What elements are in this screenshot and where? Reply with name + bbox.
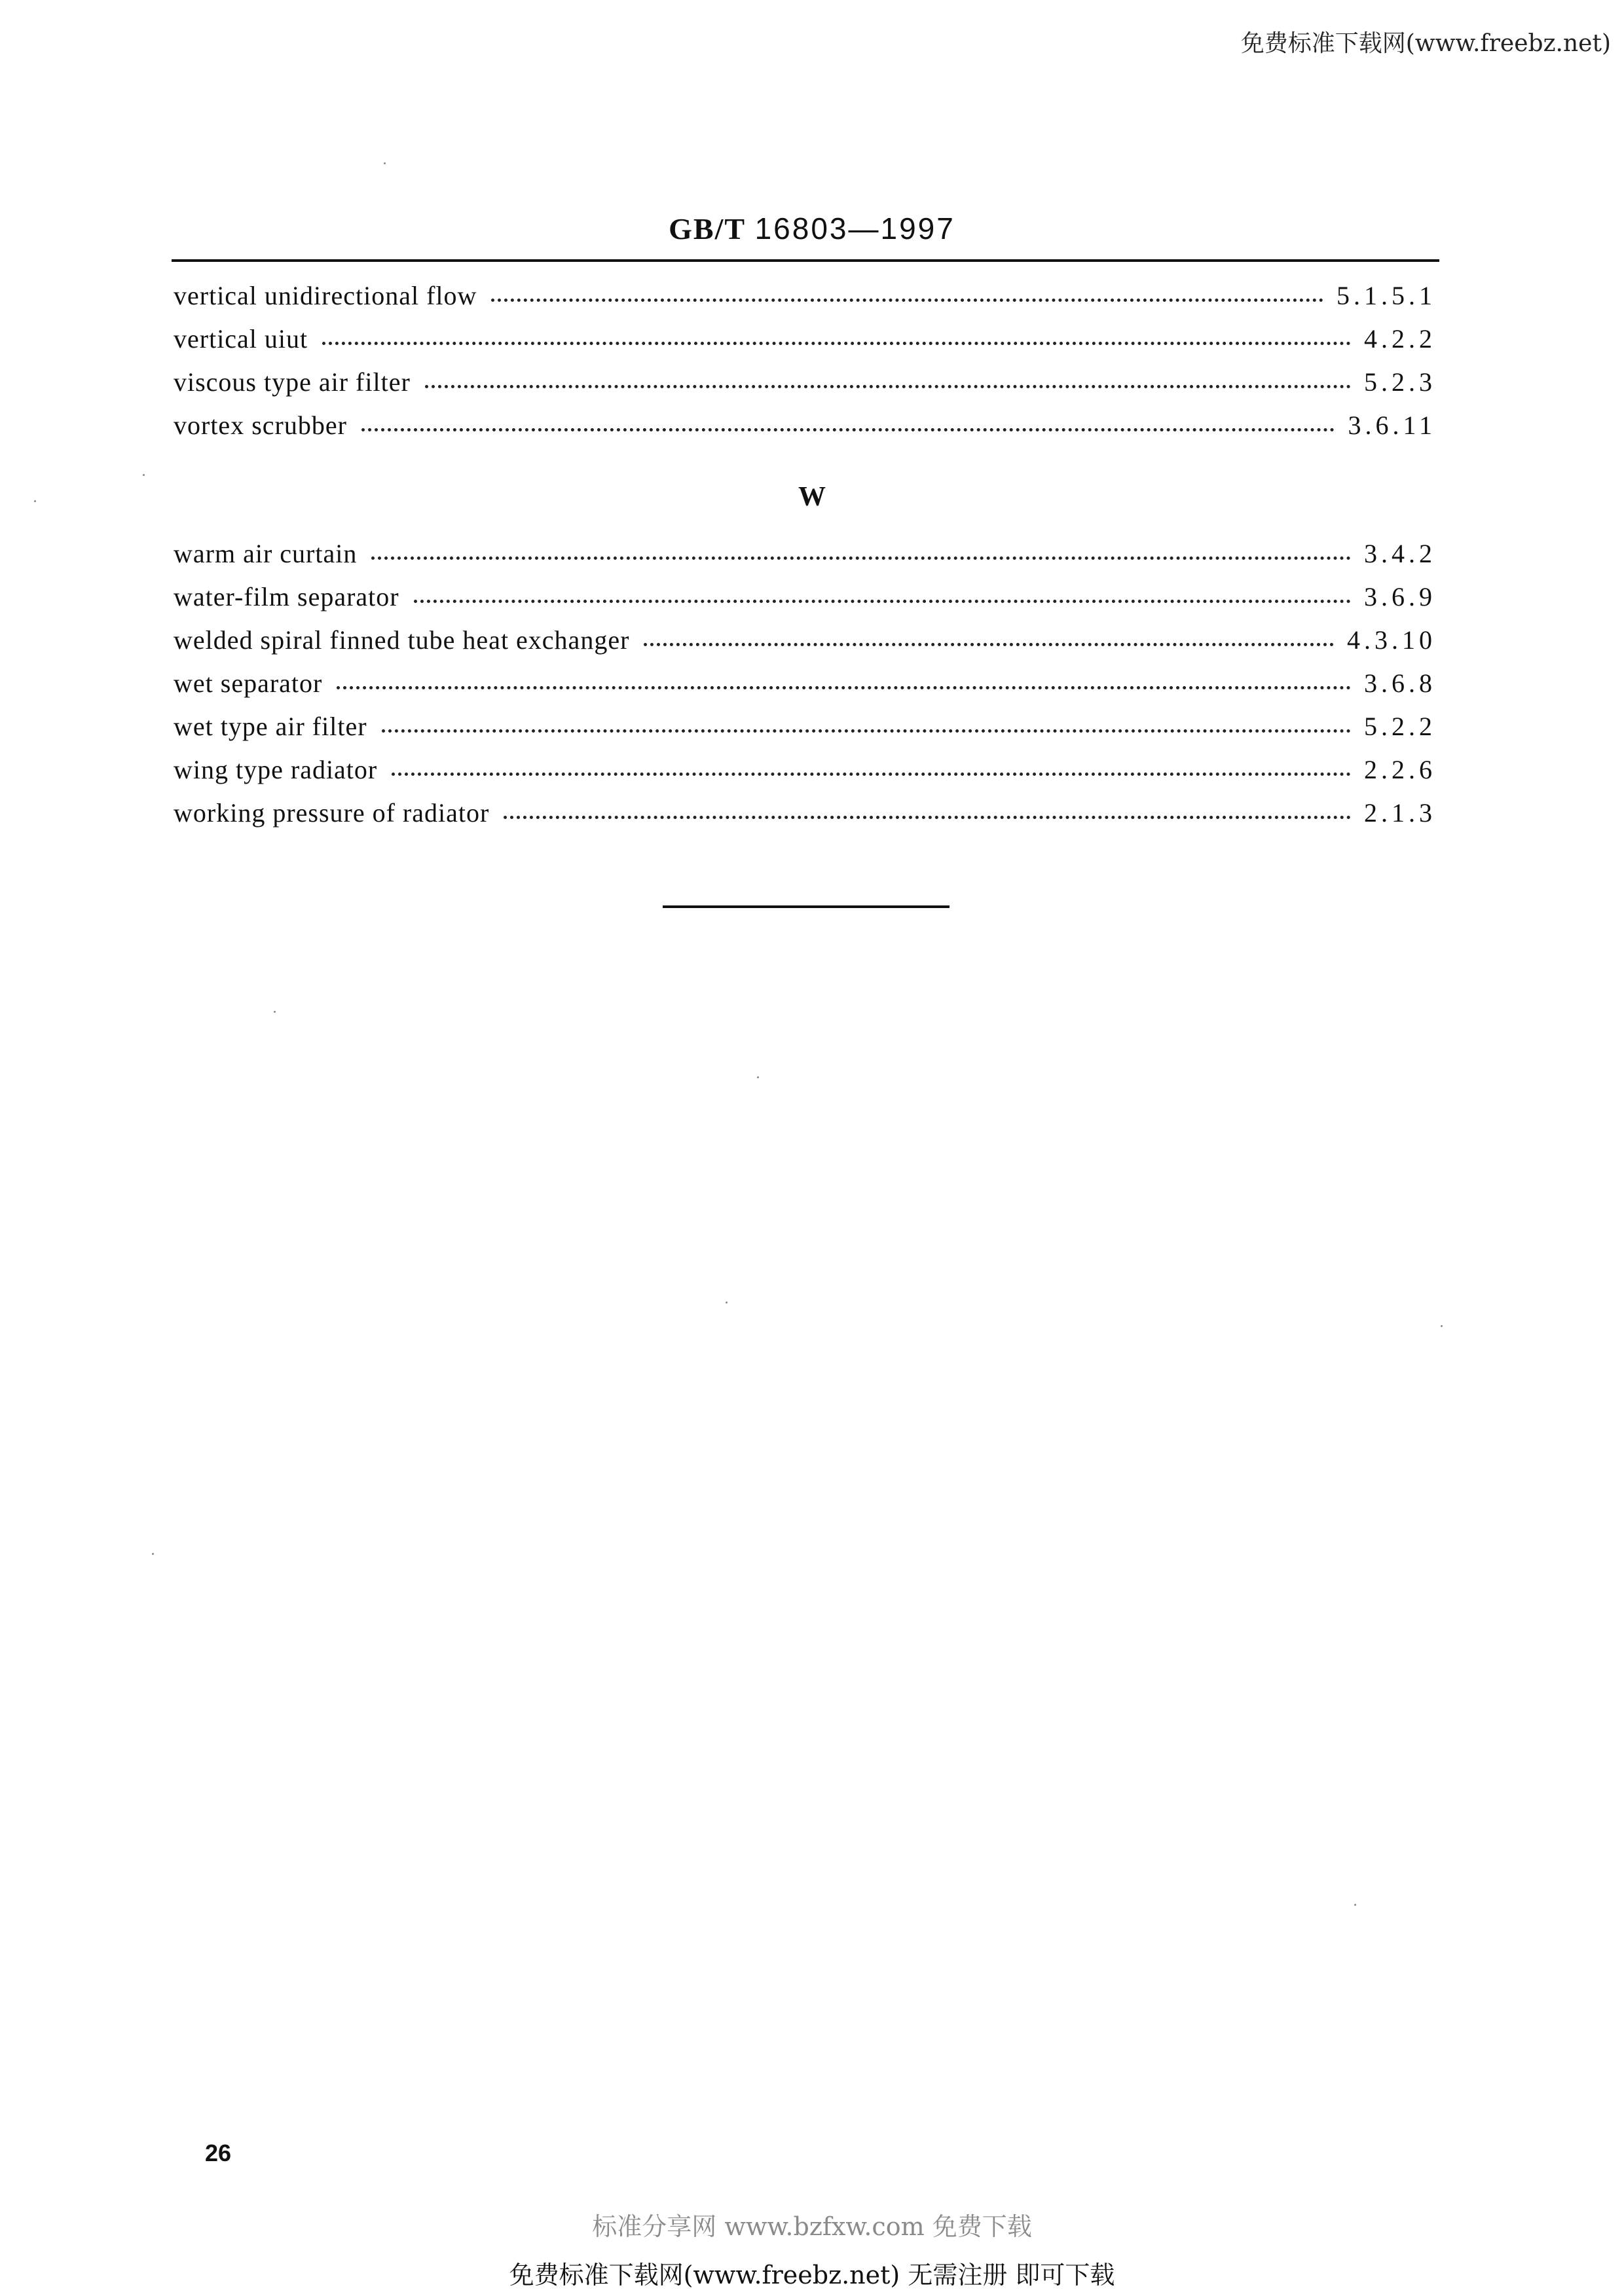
bottom-watermark-primary: 标准分享网 www.bzfxw.com 免费下载 [592,2212,1032,2241]
dot-leader [644,627,1334,646]
letter-heading-w: W [798,482,826,512]
index-term: viscous type air filter [174,367,411,397]
scan-speck [1441,1325,1443,1327]
index-ref: 3.4.2 [1364,539,1436,568]
index-term: wing type radiator [174,755,378,784]
dot-leader [504,800,1351,819]
index-entry [174,280,1436,323]
index-ref: 3.6.11 [1348,410,1436,440]
index-ref: 5.2.2 [1364,712,1436,741]
index-ref: 2.1.3 [1364,798,1436,828]
standard-header [0,211,1624,246]
index-entry [174,410,1436,453]
standard-code: GB/T [669,212,747,246]
index-ref: 3.6.8 [1364,668,1436,698]
index-entry [174,323,1436,367]
index-entry [174,754,1436,797]
dot-leader [392,757,1351,776]
index-term: welded spiral finned tube heat exchanger [174,625,630,655]
scan-speck [34,500,36,502]
index-term: wet type air filter [174,712,367,741]
index-term: vertical uiut [174,324,308,354]
index-term: vertical unidirectional flow [174,281,477,310]
header-rule [172,259,1439,262]
dot-leader [414,584,1351,603]
end-rule [663,905,950,908]
index-entry [174,367,1436,410]
top-watermark: 免费标准下载网(www.freebz.net) [1240,30,1611,57]
dot-leader [425,369,1351,388]
scan-speck [384,162,386,164]
index-section-w [174,538,1436,841]
index-entry [174,797,1436,841]
dot-leader [361,412,1335,431]
scan-speck [274,1011,276,1013]
index-ref: 4.3.10 [1347,625,1436,655]
standard-number: 16803—1997 [754,211,955,246]
dot-leader [491,283,1323,302]
bottom-watermark-secondary: 免费标准下载网(www.freebz.net) 无需注册 即可下载 [509,2261,1115,2289]
dot-leader [382,714,1351,733]
index-term: vortex scrubber [174,410,347,440]
index-entry [174,625,1436,668]
index-ref: 4.2.2 [1364,324,1436,354]
index-entry [174,581,1436,625]
index-ref: 5.2.3 [1364,367,1436,397]
index-ref: 5.1.5.1 [1337,281,1436,310]
page-number: 26 [205,2140,232,2166]
index-entry [174,711,1436,754]
scan-speck [757,1076,759,1078]
index-term: warm air curtain [174,539,358,568]
index-term: wet separator [174,668,323,698]
dot-leader [371,541,1351,560]
index-entry [174,668,1436,711]
scan-speck [726,1302,728,1303]
scan-speck [152,1553,154,1555]
index-term: water-film separator [174,582,399,611]
dot-leader [322,326,1351,345]
dot-leader [337,670,1351,689]
index-entry [174,538,1436,581]
index-term: working pressure of radiator [174,798,490,828]
index-ref: 3.6.9 [1364,582,1436,611]
index-section-v [174,280,1436,453]
scan-speck [1354,1904,1356,1906]
index-ref: 2.2.6 [1364,755,1436,784]
scan-speck [143,474,145,476]
